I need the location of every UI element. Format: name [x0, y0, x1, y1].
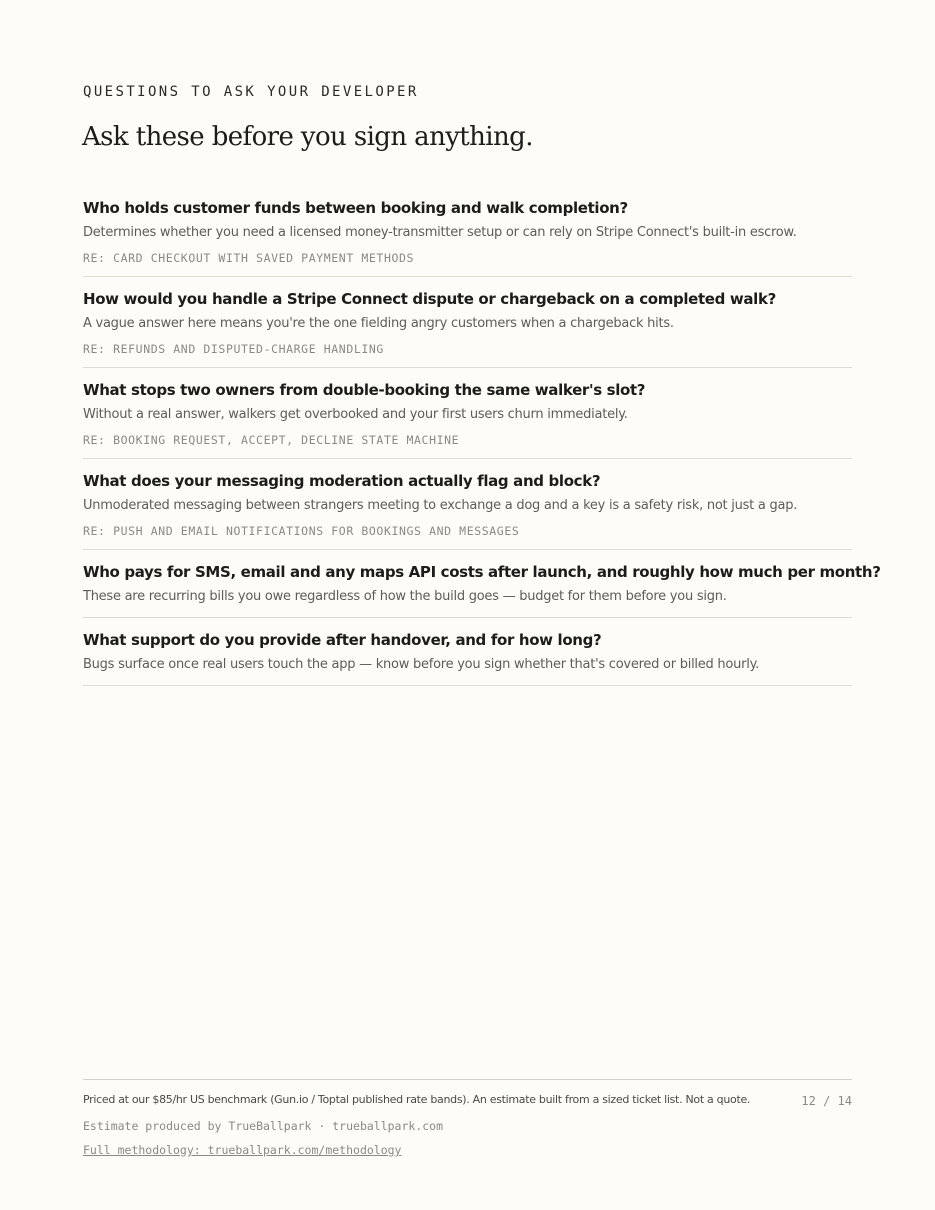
question-text: What stops two owners from double-booking the same walker's slot? [83, 381, 646, 399]
question-text: What support do you provide after handover, and for how long? [83, 631, 602, 649]
question-item [83, 550, 881, 618]
question-reference: RE: CARD CHECKOUT WITH SAVED PAYMENT METHODS [83, 251, 415, 265]
question-item [83, 618, 852, 686]
footer-credit: Estimate produced by TrueBallpark · trueballpark.com [83, 1119, 444, 1133]
page-footer [83, 1079, 852, 1157]
question-text: How would you handle a Stripe Connect dispute or chargeback on a completed walk? [83, 290, 776, 308]
question-item [83, 459, 852, 550]
questions-list [83, 186, 881, 686]
question-text: What does your messaging moderation actually flag and block? [83, 472, 601, 490]
question-rationale: A vague answer here means you're the one fielding angry customers when a chargeback hits. [83, 316, 674, 331]
question-item [83, 368, 852, 459]
page-number: 12 / 14 [801, 1094, 852, 1108]
question-rationale: These are recurring bills you owe regardless of how the build goes — budget for them before you sign. [83, 589, 727, 604]
question-text: Who holds customer funds between booking and walk completion? [83, 199, 628, 217]
question-item [83, 186, 852, 277]
question-rationale: Determines whether you need a licensed money-transmitter setup or can rely on Stripe Connect's built-in escrow. [83, 225, 797, 240]
pricing-note: Priced at our $85/hr US benchmark (Gun.io / Toptal published rate bands). An estimate built from a sized ticket list. Not a quote. [83, 1093, 751, 1106]
question-text: Who pays for SMS, email and any maps API costs after launch, and roughly how much per month? [83, 563, 881, 581]
question-rationale: Unmoderated messaging between strangers meeting to exchange a dog and a key is a safety risk, not just a gap. [83, 498, 798, 513]
question-rationale: Without a real answer, walkers get overbooked and your first users churn immediately. [83, 407, 628, 422]
question-reference: RE: PUSH AND EMAIL NOTIFICATIONS FOR BOOKINGS AND MESSAGES [83, 524, 520, 538]
page-title: Ask these before you sign anything. [82, 122, 533, 152]
section-eyebrow: QUESTIONS TO ASK YOUR DEVELOPER [83, 84, 419, 100]
methodology-link[interactable]: Full methodology: trueballpark.com/methodology [83, 1143, 402, 1157]
question-rationale: Bugs surface once real users touch the app — know before you sign whether that's covered or billed hourly. [83, 657, 760, 672]
question-item [83, 277, 852, 368]
question-reference: RE: BOOKING REQUEST, ACCEPT, DECLINE STATE MACHINE [83, 433, 460, 447]
question-reference: RE: REFUNDS AND DISPUTED-CHARGE HANDLING [83, 342, 384, 356]
